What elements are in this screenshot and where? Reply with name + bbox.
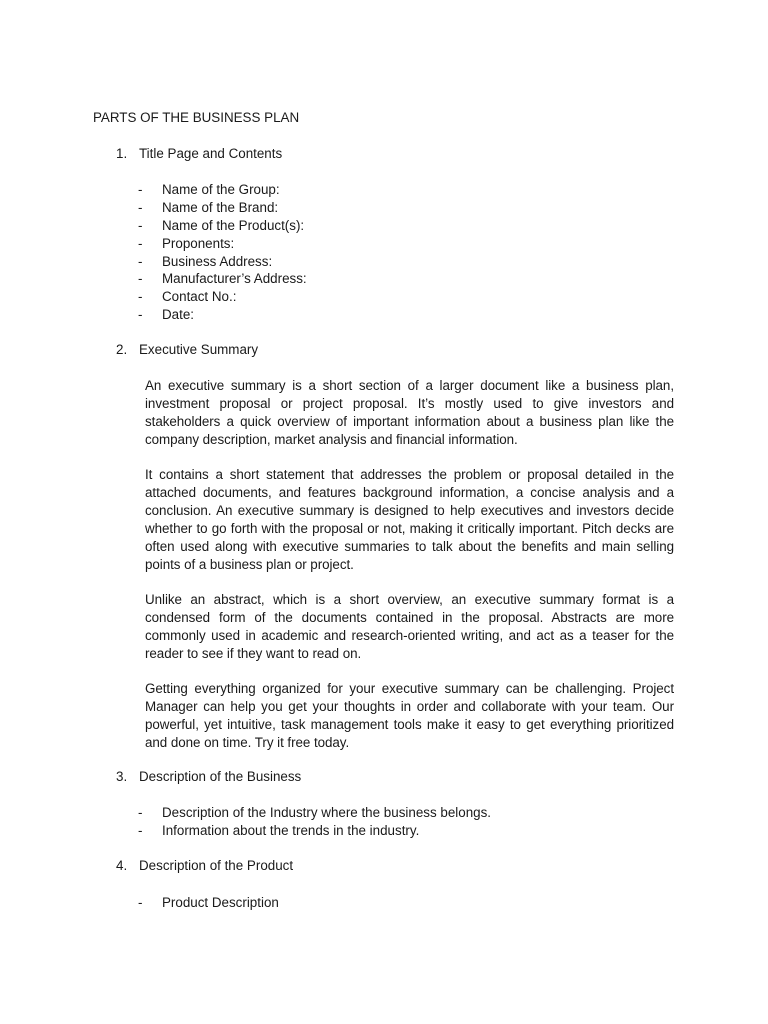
list-item: - Proponents: (138, 235, 235, 251)
section-heading-text: Description of the Product (139, 858, 294, 873)
list-item: - Business Address: (138, 253, 273, 269)
list-item: - Contact No.: (138, 289, 237, 305)
section-heading-text: Executive Summary (139, 342, 259, 357)
list-item: - Product Description (138, 895, 279, 910)
list-item: - Information about the trends in the industry. (138, 822, 420, 838)
section-heading-title-page (116, 146, 282, 161)
paragraph: Getting everything organized for your executive summary can be challenging. Project Manager can help you get your thoughts in order and collaborate with your team. Our powerful, yet intuitive, task management tools make it easy to get everything prioritized and done on time. Try it free today. (145, 681, 674, 750)
list-item: - Description of the Industry where the business belongs. (138, 805, 491, 820)
business-bullet-list (138, 804, 491, 840)
list-item: - Name of the Brand: (138, 199, 279, 215)
title-page-bullet-list (138, 181, 307, 324)
section-heading-business-description (116, 769, 301, 784)
section-number: 1. (116, 146, 128, 161)
paragraph: An executive summary is a short section of a larger document like a business plan, investment proposal or project proposal. It’s mostly used to give investors and stakeholders a quick overview of important information about a business plan like the company description, market analysis and financial information. (145, 378, 674, 447)
section-heading-product-description (116, 858, 293, 873)
section-number: 4. (116, 858, 128, 873)
section-number: 3. (116, 769, 128, 784)
section-heading-executive-summary (116, 342, 258, 357)
paragraph: Unlike an abstract, which is a short overview, an executive summary format is a condensed form of the documents contained in the proposal. Abstracts are more commonly used in academic and research-oriented writing, and act as a teaser for the reader to see if they want to read on. (145, 592, 674, 661)
paragraph: It contains a short statement that addresses the problem or proposal detailed in the attached documents, and features background information, a concise analysis and a conclusion. An executive summary is designed to help executives and investors decide whether to go forth with the proposal or not, making it critically important. Pitch decks are often used along with executive summaries to talk about the benefits and main selling points of a business plan or project. (145, 467, 674, 572)
document-title: PARTS OF THE BUSINESS PLAN (93, 110, 300, 125)
section-number: 2. (116, 342, 128, 357)
list-item: - Date: (138, 307, 195, 323)
product-bullet-list (138, 894, 279, 912)
section-heading-text: Title Page and Contents (139, 146, 283, 161)
list-item: - Name of the Product(s): (138, 217, 305, 233)
section-heading-text: Description of the Business (139, 769, 302, 784)
list-item: - Manufacturer’s Address: (138, 271, 307, 287)
list-item: - Name of the Group: (138, 182, 280, 197)
